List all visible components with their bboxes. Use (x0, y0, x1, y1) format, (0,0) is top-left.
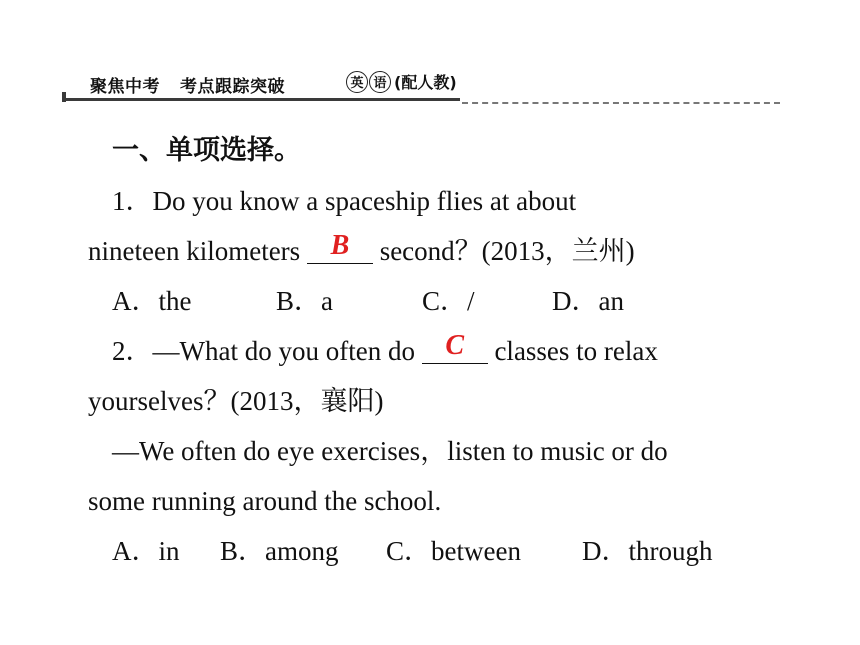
question-2-line-4: some running around the school. (88, 486, 442, 516)
question-2-line-3: —We often do eye exercises，listen to music or do (112, 436, 668, 466)
exercise-content (88, 126, 818, 576)
subject-label (346, 70, 457, 93)
question-1-answer: B (330, 230, 350, 261)
series-title-part1: 聚焦中考 (90, 77, 160, 97)
question-1-option-c: C．/ (422, 286, 475, 316)
question-2-option-d: D．through (582, 536, 713, 566)
question-2-blank (422, 330, 488, 364)
question-2-answer: C (445, 330, 465, 361)
series-title-part2: 考点跟踪突破 (180, 77, 285, 97)
question-1-text-after: second？(2013，兰州) (372, 236, 635, 266)
header-divider-dashed (462, 102, 780, 104)
question-2-text-after: classes to relax (487, 336, 658, 366)
question-2-option-a: A．in (112, 536, 180, 566)
series-title (90, 72, 285, 97)
question-1-line-1: 1．Do you know a spaceship flies at about (112, 186, 577, 216)
question-2-options (88, 526, 818, 576)
header-divider-solid (62, 98, 460, 101)
section-title: 一、单项选择。 (112, 135, 301, 166)
question-1-option-b: B．a (276, 286, 333, 316)
question-1-option-a: A．the (112, 286, 192, 316)
question-2-line-2: yourselves？(2013，襄阳) (88, 386, 384, 416)
question-1-blank (307, 230, 373, 264)
question-2-line-1 (88, 326, 818, 376)
page-header (62, 68, 780, 108)
question-1-option-d: D．an (552, 286, 624, 316)
question-2-text-before: 2．—What do you often do (112, 336, 422, 366)
question-1-options (88, 276, 818, 326)
question-2-option-c: C．between (386, 536, 521, 566)
question-1-line-2 (88, 226, 818, 276)
question-2-option-b: B．among (220, 536, 339, 566)
subject-char-2: 语 (369, 71, 391, 93)
question-1-text-before: nineteen kilometers (88, 236, 307, 266)
subject-char-1: 英 (346, 71, 368, 93)
edition-label: (配人教) (394, 73, 457, 92)
